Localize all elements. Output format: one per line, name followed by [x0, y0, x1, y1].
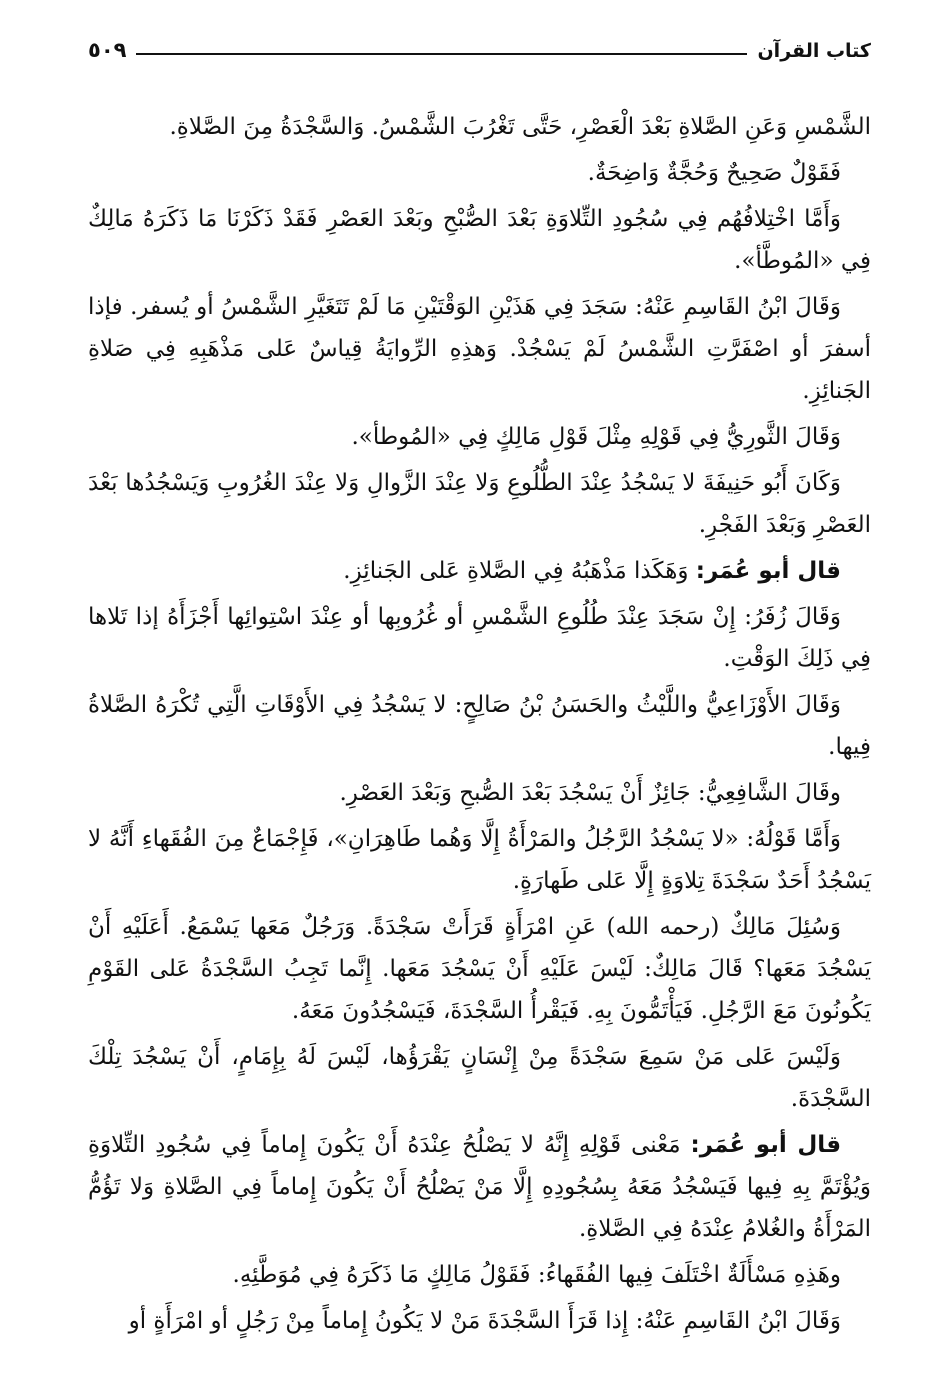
- paragraph-text: فَقَوْلٌ صَحِيحٌ وَحُجَّةٌ وَاضِحَةٌ.: [587, 160, 841, 186]
- paragraph: [88, 1300, 871, 1342]
- paragraph-text: وَقَالَ الثَّورِيُّ فِي قَوْلِهِ مِثْلَ قَوْلِ مَالِكٍ فِي «المُوطأ».: [351, 424, 841, 450]
- paragraph-text: وَقَالَ ابْنُ القَاسِمِ عَنْهُ: إِذا قَرَأَ السَّجْدَةَ مَنْ لا يَكُونُ إِماماً مِنْ رَجُلٍ أو امْرَأَةٍ أو: [128, 1308, 841, 1334]
- paragraph: [88, 772, 871, 814]
- paragraph-text: وَقَالَ الأَوْزَاعِيُّ واللَّيْثُ والحَسَنُ بْنُ صَالِحٍ: لا يَسْجُدُ فِي الأَوْقَاتِ الَّتِي تُكْرَهُ الصَّلاةُ فِيها.: [88, 692, 871, 760]
- paragraph-text: وَلَيْسَ عَلى مَنْ سَمِعَ سَجْدَةً مِنْ إِنْسَانٍ يَقْرَؤُها، لَيْسَ لَهُ بِإِمَامٍ، أَنْ يَسْجُدَ تِلْكَ السَّجْدَةَ.: [88, 1044, 871, 1112]
- paragraph: [88, 1036, 871, 1120]
- paragraph-text: وَهَكَذا مَذْهَبُهُ فِي الصَّلاةِ عَلى الجَنائِزِ.: [343, 558, 689, 584]
- paragraph-text: مَعْنى قَوْلِهِ إِنَّهُ لا يَصْلُحُ عِنْدَهُ أَنْ يَكُونَ إِماماً فِي سُجُودِ التِّلاوَةِ وَيُؤْتَمَّ بِهِ فِيها فَيَسْجُدُ مَعَهُ بِسُجُودِهِ إِلَّا مَنْ يَصْلُحُ أَنْ يَكُونَ إِماماً فِي الصَّلاةِ وَلا تَؤُمُّ المَرْأَةُ والغُلامُ عِنْدَهُ فِي الصَّلاةِ.: [88, 1132, 871, 1242]
- paragraph: [88, 906, 871, 1032]
- paragraph: [88, 106, 871, 148]
- paragraph: [88, 198, 871, 282]
- paragraph: [88, 1254, 871, 1296]
- paragraph-text: وَقَالَ ابْنُ القَاسِمِ عَنْهُ: سَجَدَ فِي هَذَيْنِ الوَقْتَيْنِ مَا لَمْ تَتَغَيَّرِ الشَّمْسُ أو يُسفر. فإذا أسفرَ أو اصْفَرَّتِ الشَّمْسُ لَمْ يَسْجُدْ. وَهذِهِ الرِّوايَةُ قِياسٌ عَلى مَذْهَبِهِ فِي صَلاةِ الجَنائِزِ.: [88, 294, 871, 404]
- paragraph-text: وَقَالَ زُفَرُ: إِنْ سَجَدَ عِنْدَ طُلُوعِ الشَّمْسِ أو غُرُوبِها أو عِنْدَ اسْتِوائِها أَجْزَأَهُ إذا تَلاها فِي ذَلِكَ الوَقْتِ.: [88, 604, 871, 672]
- body-text: [88, 106, 871, 1342]
- paragraph: [88, 286, 871, 412]
- speaker-lead: قال أبو عُمَر:: [695, 558, 841, 584]
- paragraph: [88, 462, 871, 546]
- paragraph-text: الشَّمْسِ وَعَنِ الصَّلاةِ بَعْدَ الْعَصْرِ، حَتَّى تَغْرُبَ الشَّمْسُ. وَالسَّجْدَةُ مِنَ الصَّلاةِ.: [169, 114, 871, 140]
- speaker-lead: قال أبو عُمَر:: [690, 1132, 842, 1158]
- running-header: [88, 18, 871, 64]
- page-number: ٥٠٩: [88, 38, 127, 62]
- paragraph: [88, 596, 871, 680]
- paragraph: [88, 1124, 871, 1250]
- paragraph: [88, 550, 871, 592]
- paragraph-text: وَأَمَّا اخْتِلافُهُم فِي سُجُودِ التِّلاوَةِ بَعْدَ الصُّبْحِ وبَعْدَ العَصْرِ فَقَدْ ذَكَرْنَا مَا ذَكَرَهُ مَالِكٌ فِي «المُوطَّأ».: [88, 206, 871, 274]
- paragraph: [88, 818, 871, 902]
- paragraph-text: وهَذِهِ مَسْأَلَةٌ اخْتَلَفَ فِيها الفُقَهاءُ: فَقَوْلُ مَالِكٍ مَا ذَكَرَهُ فِي مُوَطَّئِهِ.: [232, 1262, 841, 1288]
- paragraph: [88, 152, 871, 194]
- header-rule: [136, 53, 747, 55]
- paragraph: [88, 684, 871, 768]
- paragraph-text: وقَالَ الشَّافِعِيُّ: جَائِزٌ أَنْ يَسْجُدَ بَعْدَ الصُّبحِ وَبَعْدَ العَصْرِ.: [339, 780, 841, 806]
- paragraph-text: وَأَمَّا قَوْلُهُ: «لا يَسْجُدُ الرَّجُلُ والمَرْأَةُ إِلَّا وَهُما طَاهِرَانِ»، فَإِجْمَاعٌ مِنَ الفُقَهاءِ أَنَّهُ لا يَسْجُدُ أَحَدٌ سَجْدَةَ تِلاوَةٍ إِلَّا عَلى طَهارَةٍ.: [88, 826, 871, 894]
- paragraph-text: وَسُئِلَ مَالِكٌ (رحمه الله) عَنِ امْرَأَةٍ قَرَأَتْ سَجْدَةً. وَرَجُلٌ مَعَها يَسْمَعُ. أَعَلَيْهِ أَنْ يَسْجُدَ مَعَها؟ قَالَ مَالِكٌ: لَيْسَ عَلَيْهِ أَنْ يَسْجُدَ مَعَها. إِنَّما تَجِبُ السَّجْدَةُ عَلى القَوْمِ يَكُونُونَ مَعَ الرَّجُلِ. فَيَأْتَمُّونَ بِهِ. فَيَقْرأُ السَّجْدَةَ، فَيَسْجُدُونَ مَعَهُ.: [88, 914, 871, 1024]
- book-title: كتاب القرآن: [757, 40, 871, 62]
- paragraph-text: وَكَانَ أَبُو حَنِيفَةَ لا يَسْجُدُ عِنْدَ الطُّلُوعِ وَلا عِنْدَ الزَّوالِ وَلا عِنْدَ الغُرُوبِ وَيَسْجُدُها بَعْدَ العَصْرِ وَبَعْدَ الفَجْرِ.: [88, 470, 871, 538]
- paragraph: [88, 416, 871, 458]
